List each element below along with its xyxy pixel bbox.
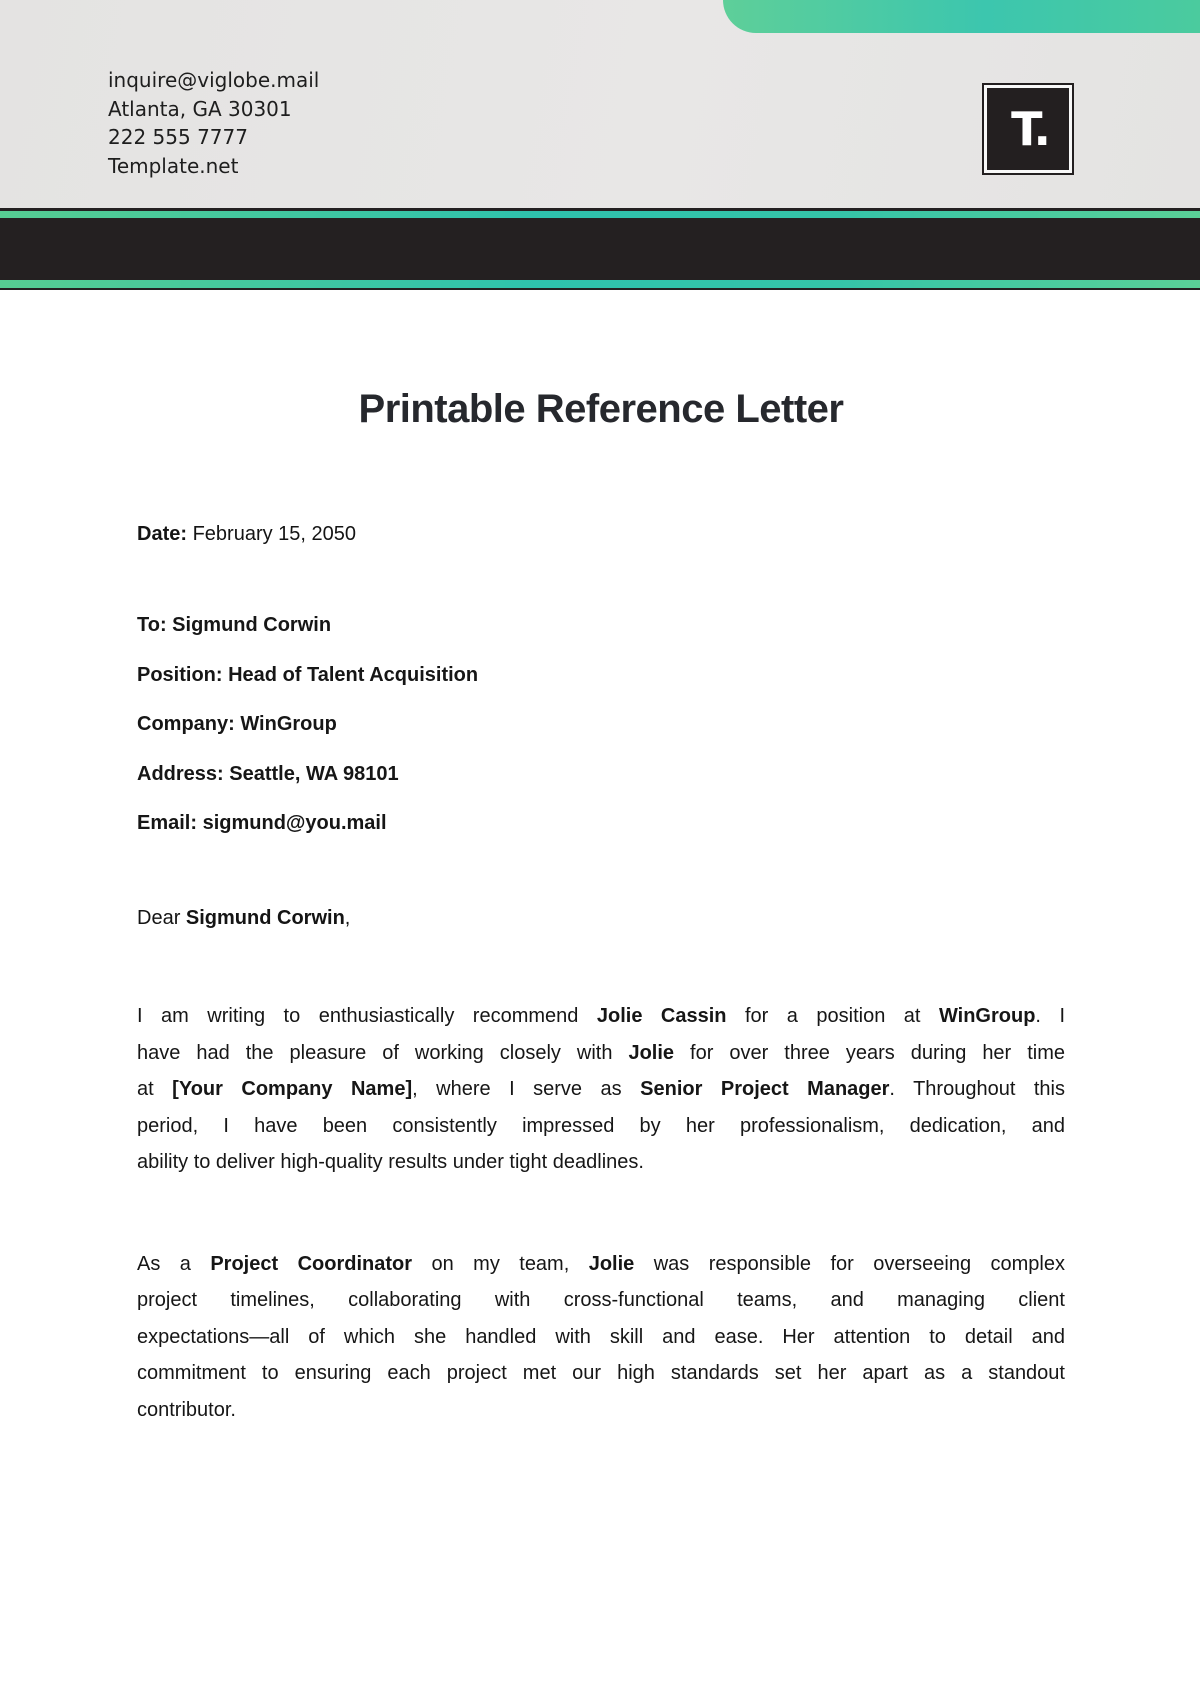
band-top-stripe (0, 211, 1200, 218)
bold-text-run: Sigmund Corwin (185, 907, 345, 929)
contact-email: inquire@viglobe.mail (108, 68, 320, 92)
paragraph-line (137, 1246, 1065, 1283)
text-run: , where I serve as (412, 1078, 641, 1100)
text-run: on my team, (412, 1252, 589, 1275)
letter-title: Printable Reference Letter (358, 387, 844, 431)
recipient-email: Email: sigmund@you.mail (137, 812, 387, 834)
recipient-company: Company: WinGroup (137, 713, 337, 735)
bold-text-run: Project Coordinator (210, 1252, 413, 1275)
text-run: for over three years during her time (674, 1041, 1065, 1064)
recipient-address: Address: Seattle, WA 98101 (137, 762, 399, 785)
corner-accent-shape (723, 0, 1200, 33)
text-run: for a position at (726, 1005, 939, 1027)
text-run: ability to deliver high-quality results under tight deadlines. (137, 1151, 644, 1173)
text-run: expectations—all of which she handled with skill and ease. Her attention to detail and (137, 1325, 1065, 1348)
paragraph-line (137, 1071, 1065, 1108)
text-run: , (344, 907, 351, 929)
text-run: period, I have been consistently impressed by her professionalism, dedication, and (137, 1114, 1065, 1137)
paragraph-line (137, 1392, 1065, 1429)
bold-text-run: Date: (137, 523, 193, 545)
band-bottom-line (0, 288, 1200, 290)
salutation (137, 903, 1065, 933)
bold-text-run: [Your Company Name] (172, 1078, 413, 1100)
text-run: . I (1035, 1005, 1066, 1027)
paragraph-line (137, 1144, 1065, 1181)
contact-website: Template.net (108, 153, 239, 178)
brand-logo (984, 85, 1072, 173)
paragraph-line (137, 1035, 1065, 1072)
logo-letter: T. (1011, 102, 1049, 156)
recipient-to: To: Sigmund Corwin (137, 614, 332, 636)
letter-content (137, 385, 1065, 1428)
text-run: I am writing to enthusiastically recommend (137, 1005, 597, 1027)
recipient-block (137, 610, 1065, 838)
text-run: February 15, 2050 (192, 523, 357, 545)
text-run: Dear (137, 907, 186, 929)
band-dark-bar (0, 218, 1200, 280)
bold-text-run: Senior Project Manager (640, 1078, 890, 1100)
text-run: project timelines, collaborating with cross-functional teams, and managing client (137, 1289, 1065, 1311)
date-line (137, 519, 1065, 549)
accent-band (0, 208, 1200, 290)
text-run: contributor. (137, 1398, 236, 1421)
contact-block (108, 66, 319, 180)
text-run: As a (137, 1252, 211, 1275)
body-paragraph-2 (137, 1246, 1065, 1429)
text-run: . Throughout this (889, 1078, 1065, 1100)
text-run: have had the pleasure of working closely with (137, 1041, 629, 1064)
text-run: commitment to ensuring each project met our high standards set her apart as a standout (137, 1362, 1065, 1384)
text-run: at (137, 1078, 173, 1100)
paragraph-line (137, 1282, 1065, 1319)
paragraph-line (137, 1108, 1065, 1145)
band-bottom-stripe (0, 280, 1200, 288)
bold-text-run: Jolie Cassin (596, 1005, 727, 1027)
contact-address: Atlanta, GA 30301 (108, 96, 292, 121)
bold-text-run: WinGroup (938, 1005, 1036, 1027)
body-paragraph-1 (137, 998, 1065, 1181)
bold-text-run: Jolie (588, 1252, 635, 1275)
letterhead (0, 0, 1200, 208)
contact-phone: 222 555 7777 (108, 125, 248, 149)
recipient-position: Position: Head of Talent Acquisition (137, 663, 479, 686)
text-run: was responsible for overseeing complex (634, 1252, 1065, 1275)
paragraph-line (137, 1319, 1065, 1356)
paragraph-line (137, 998, 1065, 1035)
paragraph-line (137, 1355, 1065, 1392)
bold-text-run: Jolie (628, 1041, 675, 1064)
